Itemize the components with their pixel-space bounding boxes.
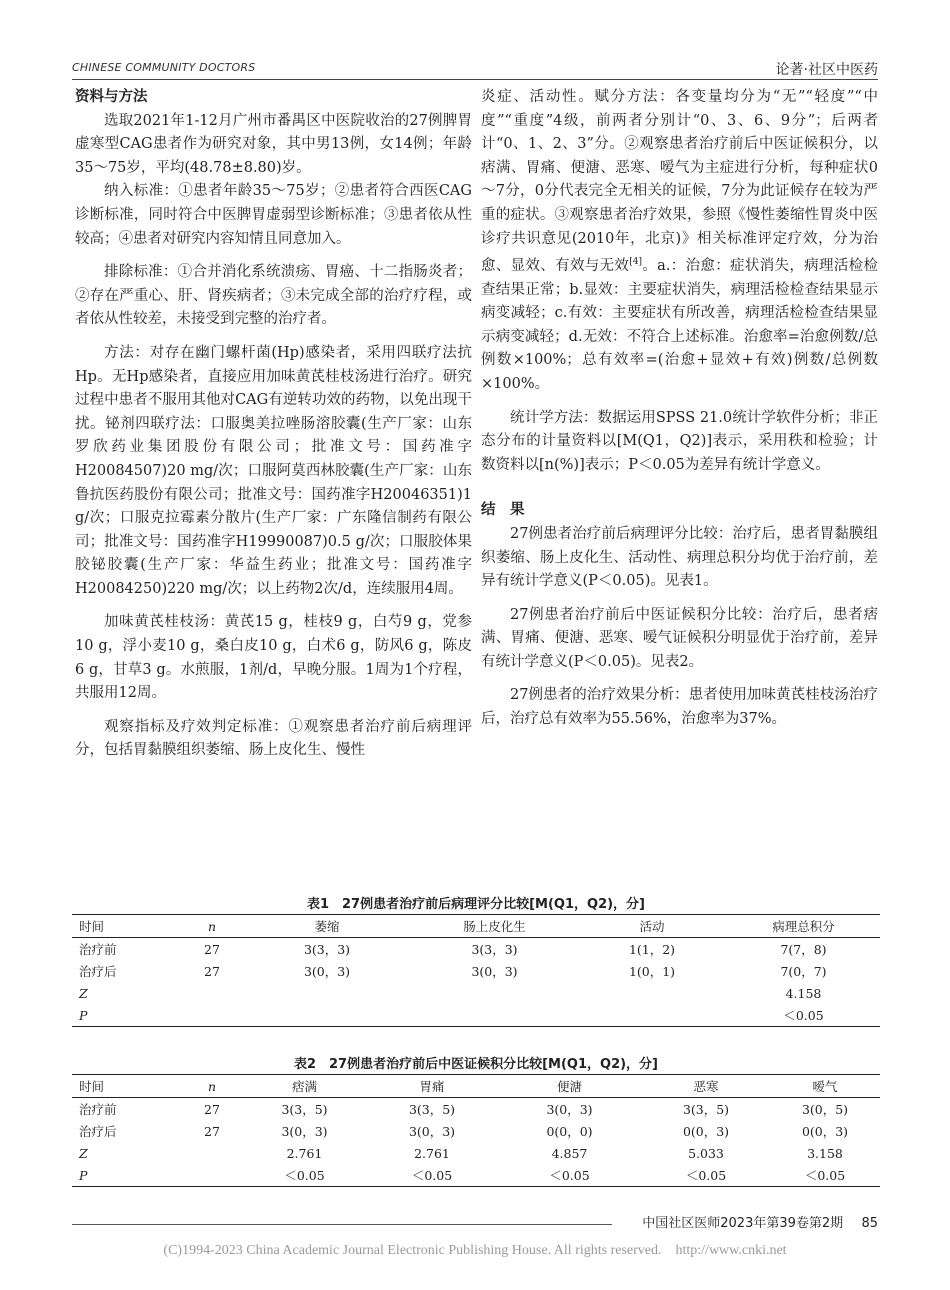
table-cell: 7(7，8) <box>780 942 827 957</box>
paragraph-method: 方法：对存在幽门螺杆菌(Hp)感染者，采用四联疗法抗Hp。无Hp感染者，直接应用加味黄芪桂枝汤进行治疗。研究过程中患者不服用其他对CAG有逆转功效的药物，以免出现干扰。铋剂四联疗法：口服奥美拉唑肠溶胶囊(生产厂家：山东罗欣药业集团股份有限公司；批准文号：国药准字H20084507)20 mg/次；口服阿莫西林胶囊(生产厂家：山东鲁抗医药股份有限公司；批准文号：国药准字H20046351)1 g/次；口服克拉霉素分散片(生产厂家：广东隆信制药有限公司；批准文号：国药准字H19990087)0.5 g/次；口服胶体果胶铋胶囊(生产厂家：华益生药业；批准文号：国药准字H20084250)220 mg/次；以上药物2次/d，连续服用4周。 <box>75 344 472 597</box>
table-cell: 3(0，3) <box>408 1124 456 1139</box>
table-header-cell: 便溏 <box>497 1075 642 1098</box>
table-row <box>72 1004 880 1027</box>
table-cell: 3(3，5) <box>682 1102 730 1117</box>
table-cell <box>412 1004 577 1027</box>
table-cell <box>577 982 727 1004</box>
table-row <box>72 1120 880 1142</box>
journal-english-name: CHINESE COMMUNITY DOCTORS <box>72 61 256 74</box>
table-cell: ＜0.05 <box>367 1164 497 1187</box>
paragraph-formula: 加味黄芪桂枝汤：黄芪15 g，桂枝9 g，白芍9 g，党参10 g，浮小麦10 g，桑白皮10 g，白术6 g，防风6 g，陈皮6 g，甘草3 g。水煎服，1剂/d，早晚分服。1周为1个疗程，共服用12周。 <box>75 614 472 702</box>
table-cell <box>242 1004 412 1027</box>
table-cell: 3(3，5) <box>408 1102 456 1117</box>
table-cell: 3(0，3) <box>281 1124 328 1139</box>
table-cell: 1(0，1) <box>628 964 676 979</box>
right-column <box>481 86 878 732</box>
table-cell: 0(0，3) <box>682 1124 730 1139</box>
table-header-cell: n <box>182 915 242 938</box>
table-1 <box>72 896 880 1027</box>
table-2-grid <box>72 1074 880 1187</box>
footer-rule <box>72 1224 612 1225</box>
table-2 <box>72 1056 880 1187</box>
table-cell: ＜0.05 <box>497 1164 642 1187</box>
paragraph-exclusion: 排除标准：①合并消化系统溃疡、胃癌、十二指肠炎者；②存在严重心、肝、肾疾病者；③未完成全部的治疗疗程，或者依从性较差，未接受到完整的治疗者。 <box>75 264 472 328</box>
page-number: 85 <box>861 1216 878 1231</box>
paragraph-subjects: 选取2021年1-12月广州市番禺区中医院收治的27例脾胃虚寒型CAG患者作为研究对象，其中男13例，女14例；年龄35～75岁，平均(48.78±8.80)岁。 <box>75 112 472 176</box>
table-row <box>72 960 880 982</box>
reference-marker: [4] <box>629 257 643 268</box>
section-label: 论著·社区中医药 <box>775 62 878 78</box>
table-row <box>72 1164 880 1187</box>
table-header-cell: 时间 <box>72 915 182 938</box>
paragraph-inclusion: 纳入标准：①患者年龄35～75岁；②患者符合西医CAG诊断标准，同时符合中医脾胃虚弱型诊断标准；③患者依从性较高；④患者对研究内容知情且同意加入。 <box>75 183 472 247</box>
table-1-grid <box>72 914 880 1027</box>
table-header-cell: 病理总积分 <box>727 915 880 938</box>
table-cell: 27 <box>204 941 220 957</box>
table-header-cell: 萎缩 <box>242 915 412 938</box>
table-cell: 27 <box>204 1123 220 1139</box>
table-cell <box>182 1164 242 1187</box>
table-cell <box>242 982 412 1004</box>
table-cell: 3(0，3) <box>471 964 518 979</box>
paragraph-result-3: 27例患者的治疗效果分析：患者使用加味黄芪桂枝汤治疗后，治疗总有效率为55.56%，治愈率为37%。 <box>481 687 878 728</box>
table-row <box>72 982 880 1004</box>
table-cell: P <box>72 1164 182 1187</box>
table-cell: 2.761 <box>414 1145 450 1161</box>
table-cell: 0(0，0) <box>546 1124 593 1139</box>
table-cell: 0(0，3) <box>801 1124 849 1139</box>
table-header-cell: 恶寒 <box>642 1075 770 1098</box>
copyright-notice: (C)1994-2023 China Academic Journal Electronic Publishing House. All rights reserved. http://www.cnki.net <box>163 1243 787 1258</box>
table-cell: 27 <box>204 1101 220 1117</box>
table-cell: ＜0.05 <box>770 1164 880 1187</box>
table-cell: P <box>72 1004 182 1027</box>
table-cell: 7(0，7) <box>780 964 827 979</box>
table-header-cell: 胃痛 <box>367 1075 497 1098</box>
table-cell: 治疗后 <box>79 1124 117 1139</box>
table-cell: ＜0.05 <box>727 1004 880 1027</box>
table-cell <box>577 1004 727 1027</box>
table-cell: 治疗前 <box>79 1102 117 1117</box>
table-cell: 27 <box>204 963 220 979</box>
table-cell: Z <box>79 1145 88 1161</box>
paragraph-result-1: 27例患者治疗前后病理评分比较：治疗后，患者胃黏膜组织萎缩、肠上皮化生、活动性、病理总积分均优于治疗前，差异有统计学意义(P＜0.05)。见表1。 <box>481 525 878 590</box>
journal-issue: 中国社区医师2023年第39卷第2期 <box>642 1216 844 1231</box>
indicators-text: 炎症、活动性。赋分方法：各变量均分为“无”“轻度”“中度”“重度”4级，前两者分别计“0、3、6、9分”；后两者计“0、1、2、3”分。②观察患者治疗前后中医证候积分，以痞满、胃痛、便溏、恶寒、嗳气为主症进行分析，每种症状0～7分，0分代表完全无相关的证候，7分为此证候存在较为严重的症状。③观察患者治疗效果，参照《慢性萎缩性胃炎中医诊疗共识意见(2010年，北京)》相关标准评定疗效，分为治愈、显效、有效与无效 <box>481 89 878 274</box>
table-cell <box>182 1004 242 1027</box>
table-cell: 3(3，3) <box>303 942 351 957</box>
table-cell: 治疗前 <box>79 942 117 957</box>
table-cell: 治疗后 <box>79 964 117 979</box>
table-cell: ＜0.05 <box>642 1164 770 1187</box>
section-heading-results: 结 果 <box>481 502 525 519</box>
section-heading-materials: 资料与方法 <box>75 89 148 105</box>
table-header-cell: 嗳气 <box>770 1075 880 1098</box>
table-1-title: 表1 27例患者治疗前后病理评分比较[M(Q1，Q2)，分] <box>306 897 646 912</box>
table-row <box>72 1098 880 1121</box>
paragraph-result-2: 27例患者治疗前后中医证候积分比较：治疗后，患者痞满、胃痛、便溏、恶寒、嗳气证候积分明显优于治疗前，差异有统计学意义(P＜0.05)。见表2。 <box>481 606 878 670</box>
table-cell: 4.158 <box>785 985 822 1001</box>
table-cell: 4.857 <box>551 1145 588 1161</box>
table-cell: 3.158 <box>807 1145 843 1161</box>
table-cell <box>182 982 242 1004</box>
header-rule <box>72 79 878 80</box>
table-cell: 3(3，3) <box>471 942 518 957</box>
table-header-cell: 肠上皮化生 <box>412 915 577 938</box>
table-row <box>72 1142 880 1164</box>
footer-journal <box>642 1212 878 1231</box>
table-cell: 1(1，2) <box>628 942 676 957</box>
table-row <box>72 938 880 961</box>
table-cell: 5.033 <box>688 1145 724 1161</box>
table-2-title: 表2 27例患者治疗前后中医证候积分比较[M(Q1，Q2)，分] <box>293 1057 659 1072</box>
table-cell <box>412 982 577 1004</box>
table-cell: 3(0，3) <box>546 1102 593 1117</box>
paragraph-indicators-continued <box>481 86 878 397</box>
table-header-cell: 痞满 <box>242 1075 367 1098</box>
table-header-cell: 时间 <box>72 1075 182 1098</box>
left-column <box>75 86 472 763</box>
paragraph-indicators: 观察指标及疗效判定标准：①观察患者治疗前后病理评分，包括胃黏膜组织萎缩、肠上皮化生、慢性 <box>75 718 472 759</box>
table-cell: 2.761 <box>286 1145 323 1161</box>
table-header-cell: n <box>182 1075 242 1098</box>
table-cell: 3(3，5) <box>281 1102 328 1117</box>
table-cell <box>182 1142 242 1164</box>
table-cell: Z <box>79 985 88 1001</box>
table-cell: 3(0，3) <box>303 964 351 979</box>
table-cell: 3(0，5) <box>801 1102 849 1117</box>
table-header-cell: 活动 <box>577 915 727 938</box>
indicators-tail: 。a.：治愈：症状消失，病理活检检查结果正常；b.显效：主要症状消失，病理活检检查结果显示病变减轻；c.有效：主要症状有所改善，病理活检检查结果显示病变减轻；d.无效：不符合上述标准。治愈率=治愈例数/总例数×100%；总有效率=(治愈+显效+有效)例数/总例数×100%。 <box>481 257 878 392</box>
paragraph-statistics: 统计学方法：数据运用SPSS 21.0统计学软件分析；非正态分布的计量资料以[M(Q1，Q2)]表示，采用秩和检验；计数资料以[n(%)]表示；P＜0.05为差异有统计学意义。 <box>481 409 878 473</box>
table-cell: ＜0.05 <box>242 1164 367 1187</box>
